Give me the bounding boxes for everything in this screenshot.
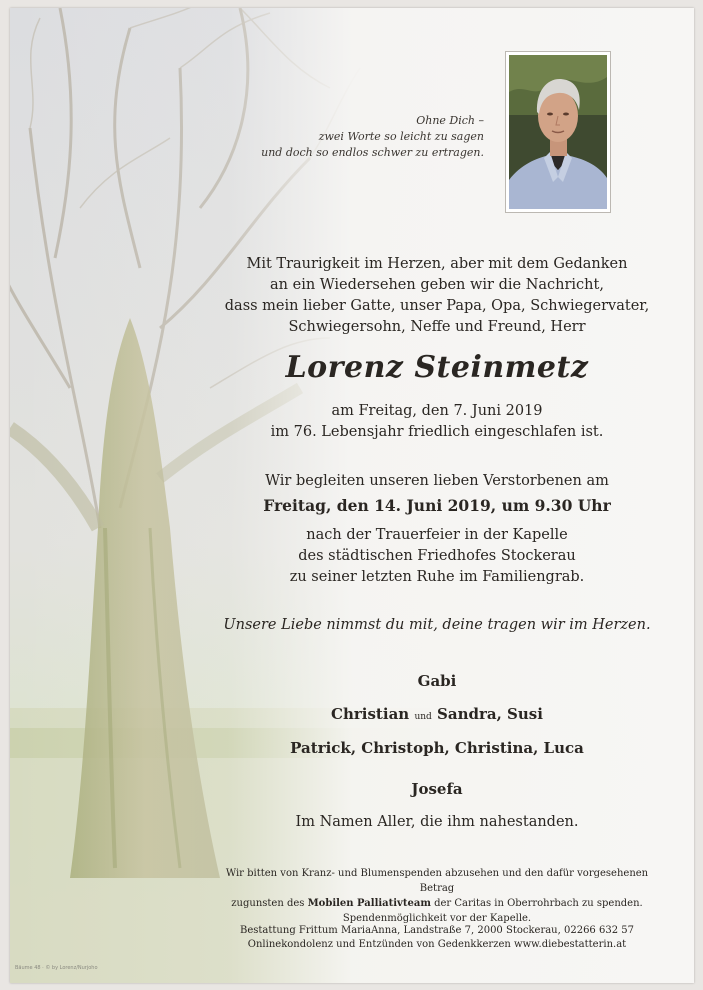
photo-credit: Bäume 48 · © by Lorenz/Nurjoho [15, 965, 98, 971]
funeral-line: des städtischen Friedhofes Stockerau [298, 548, 576, 564]
portrait-photo [505, 51, 611, 213]
funeral-home-footer [220, 924, 654, 952]
quote-line: und doch so endlos schwer zu ertragen. [261, 146, 484, 159]
intro-line: Mit Traurigkeit im Herzen, aber mit dem Gedanken [246, 256, 628, 272]
funeral-line: zu seiner letzten Ruhe im Familiengrab. [289, 569, 585, 585]
funeral-intro [220, 471, 654, 492]
deceased-name: Lorenz Steinmetz [285, 350, 589, 385]
note-line: Spendenmöglichkeit vor der Kapelle. [342, 913, 532, 924]
donation-note [220, 866, 654, 926]
note-text: zugunsten des [231, 898, 308, 909]
obituary-sheet [10, 8, 694, 983]
death-line: im 76. Lebensjahr friedlich eingeschlafen ist. [270, 424, 604, 440]
family-name: Christian [331, 705, 410, 723]
funeral-line: nach der Trauerfeier in der Kapelle [306, 527, 568, 543]
intro-line: dass mein lieber Gatte, unser Papa, Opa, Schwiegervater, [224, 298, 650, 314]
intro-line: Schwiegersohn, Neffe und Freund, Herr [288, 319, 586, 335]
note-text: der Caritas in Oberrohrbach zu spenden. [430, 898, 643, 909]
intro-paragraph [220, 254, 654, 338]
family-member-row [220, 705, 654, 723]
funeral-details [220, 525, 654, 588]
note-emphasis: Mobilen Palliativteam [307, 898, 431, 909]
closing-line: Im Namen Aller, die ihm nahestanden. [295, 814, 579, 830]
footer-line: Onlinekondolenz und Entzünden von Gedenkkerzen www.diebestatterin.at [247, 939, 627, 950]
family-name: Sandra, Susi [437, 705, 543, 723]
funeral-line: Wir begleiten unseren lieben Verstorbenen am [265, 473, 609, 489]
family-connector: und [414, 712, 432, 722]
quote-line: Ohne Dich – [416, 114, 484, 127]
opening-quote [224, 113, 484, 161]
death-line: am Freitag, den 7. Juni 2019 [331, 403, 543, 419]
footer-line: Bestattung Frittum MariaAnna, Landstraße 7, 2000 Stockerau, 02266 632 57 [240, 925, 634, 936]
family-member-row: Josefa [411, 780, 463, 798]
funeral-date: Freitag, den 14. Juni 2019, um 9.30 Uhr [263, 496, 611, 515]
intro-line: an ein Wiedersehen geben wir die Nachricht, [270, 277, 604, 293]
note-line [220, 896, 654, 911]
motto: Unsere Liebe nimmst du mit, deine tragen wir im Herzen. [223, 617, 651, 633]
death-notice [220, 401, 654, 443]
family-member-row: Patrick, Christoph, Christina, Luca [290, 739, 584, 757]
note-line: Wir bitten von Kranz- und Blumenspenden abzusehen und den dafür vorgesehenen Betrag [225, 868, 649, 894]
quote-line: zwei Worte so leicht zu sagen [318, 130, 484, 143]
family-member-row: Gabi [417, 672, 457, 690]
